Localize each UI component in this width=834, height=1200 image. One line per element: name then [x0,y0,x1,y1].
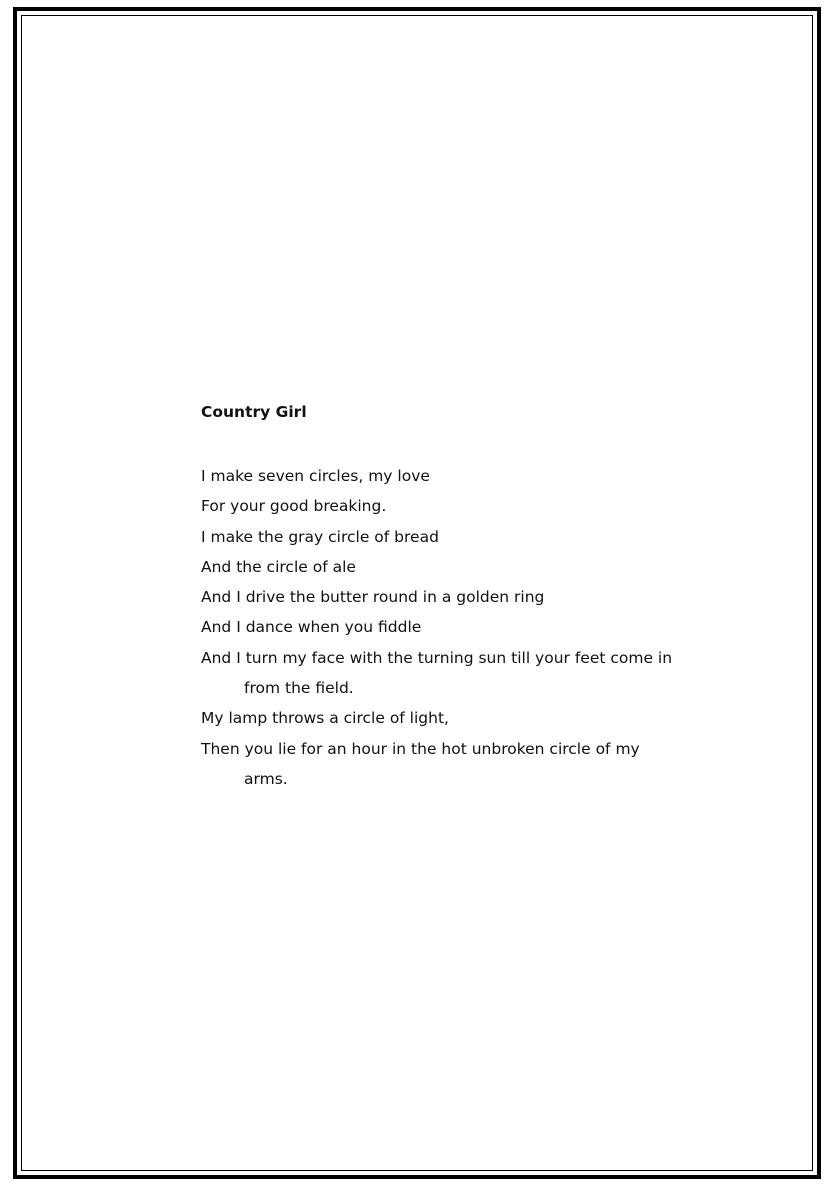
poem [201,399,761,794]
poem-line: And I drive the butter round in a golden ring [201,588,545,607]
poem-line-continuation: from the field. [244,679,354,698]
poem-line: I make the gray circle of bread [201,527,439,546]
poem-line: Then you lie for an hour in the hot unbroken circle of my [201,739,640,758]
poem-line: My lamp throws a circle of light, [201,709,449,728]
poem-line: And I turn my face with the turning sun till your feet come in [201,648,673,667]
poem-title: Country Girl [201,403,307,421]
poem-line: And the circle of ale [201,557,356,576]
poem-line: And I dance when you fiddle [201,618,422,637]
poem-line: For your good breaking. [201,497,387,516]
poem-line-continuation: arms. [244,769,288,788]
poem-line: I make seven circles, my love [201,467,430,485]
